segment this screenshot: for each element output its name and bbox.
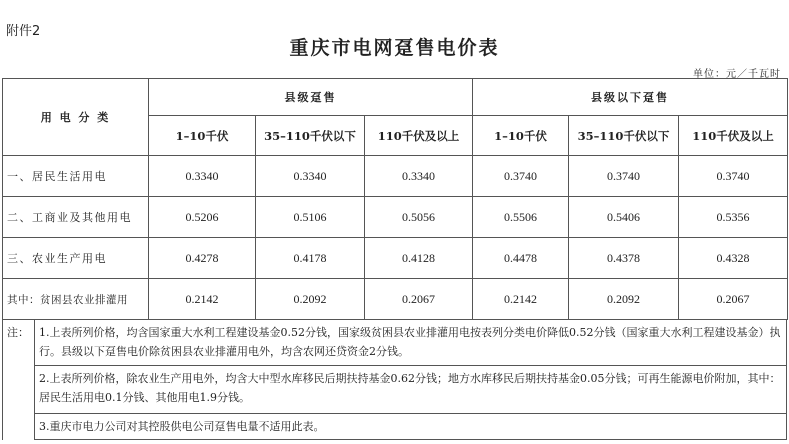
table-row — [3, 156, 788, 197]
price-cell: 0.3740 — [679, 156, 788, 197]
price-cell: 0.2142 — [149, 279, 256, 320]
category-header: 用 电 分 类 — [3, 79, 149, 156]
page-title: 重庆市电网趸售电价表 — [289, 37, 500, 59]
price-cell: 0.4478 — [473, 238, 569, 279]
notes-label: 注： — [3, 320, 35, 440]
price-cell: 0.5056 — [365, 197, 473, 238]
row-category: 二、工商业及其他用电 — [3, 197, 149, 238]
note-item: 1.上表所列价格，均含国家重大水利工程建设基金0.52分钱，国家级贫困县农业排灌用电按表列分类电价降低0.52分钱（国家重大水利工程建设基金）执行。县级以下趸售电价除贫困县农业排灌用电外，均含农网还贷资金2分钱。 — [35, 320, 787, 366]
group-header-county: 县级趸售 — [149, 79, 473, 116]
voltage-header: 1–10千伏 — [149, 116, 256, 156]
price-cell: 0.3340 — [256, 156, 365, 197]
voltage-header: 35–110千伏以下 — [569, 116, 679, 156]
table-row — [3, 238, 788, 279]
price-cell: 0.2092 — [569, 279, 679, 320]
note-item: 3.重庆市电力公司对其控股供电公司趸售电量不适用此表。 — [35, 414, 787, 440]
row-category: 其中：贫困县农业排灌用 — [3, 279, 149, 320]
row-category: 一、居民生活用电 — [3, 156, 149, 197]
unit-label: 单位：元／千瓦时 — [693, 69, 781, 80]
price-cell: 0.4328 — [679, 238, 788, 279]
table-row — [3, 279, 788, 320]
price-cell: 0.2142 — [473, 279, 569, 320]
price-cell: 0.5406 — [569, 197, 679, 238]
price-cell: 0.3740 — [473, 156, 569, 197]
group-header-below-county: 县级以下趸售 — [473, 79, 788, 116]
voltage-header: 110千伏及以上 — [365, 116, 473, 156]
price-cell: 0.3340 — [149, 156, 256, 197]
price-cell: 0.4278 — [149, 238, 256, 279]
price-cell: 0.4128 — [365, 238, 473, 279]
price-cell: 0.4178 — [256, 238, 365, 279]
price-cell: 0.5206 — [149, 197, 256, 238]
price-cell: 0.2092 — [256, 279, 365, 320]
price-cell: 0.3740 — [569, 156, 679, 197]
price-cell: 0.4378 — [569, 238, 679, 279]
voltage-header: 1–10千伏 — [473, 116, 569, 156]
attachment-label: 附件2 — [6, 24, 41, 39]
price-cell: 0.2067 — [679, 279, 788, 320]
price-cell: 0.5506 — [473, 197, 569, 238]
price-cell: 0.3340 — [365, 156, 473, 197]
price-table — [2, 78, 788, 320]
voltage-header: 35–110千伏以下 — [256, 116, 365, 156]
note-item: 2.上表所列价格，除农业生产用电外，均含大中型水库移民后期扶持基金0.62分钱；地方水库移民后期扶持基金0.05分钱；可再生能源电价附加，其中：居民生活用电0.1分钱、其他用电1.9分钱。 — [35, 366, 787, 414]
price-cell: 0.2067 — [365, 279, 473, 320]
price-cell: 0.5106 — [256, 197, 365, 238]
row-category: 三、农业生产用电 — [3, 238, 149, 279]
notes-table — [2, 319, 787, 440]
table-row — [3, 197, 788, 238]
voltage-header: 110千伏及以上 — [679, 116, 788, 156]
price-cell: 0.5356 — [679, 197, 788, 238]
